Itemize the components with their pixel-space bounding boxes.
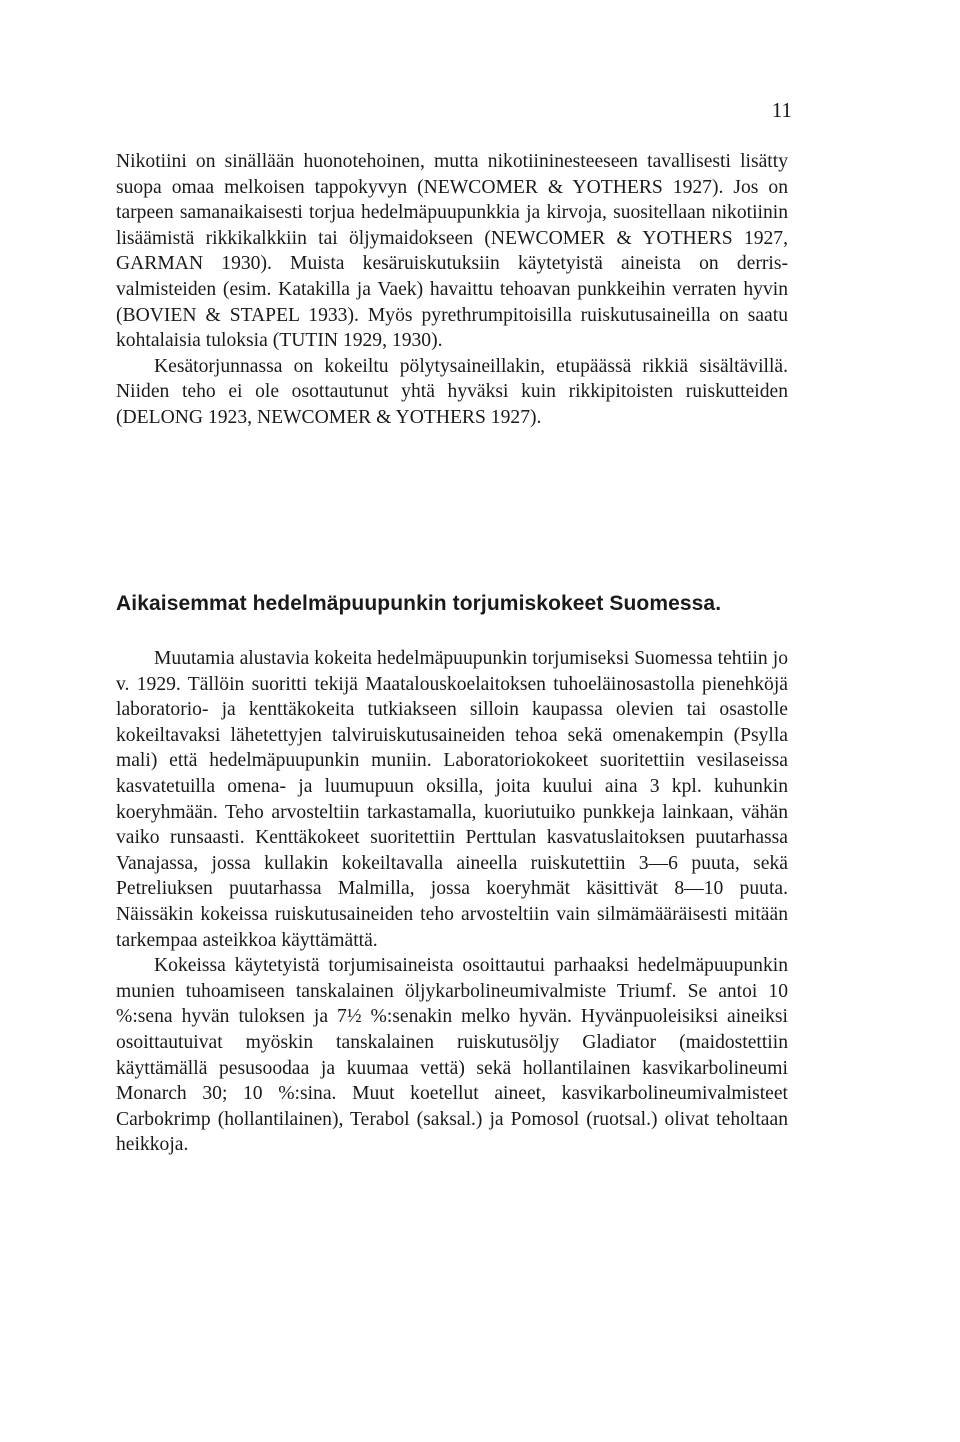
section-paragraph-2: Kokeissa käytetyistä torjumisaineista osoittautui parhaaksi hedelmäpuupunkin munien tuhoamiseen tanskalainen öljykarbolineumivalmiste Triumf. Se antoi 10 %:sena hyvän tuloksen ja 7½ %:senakin melko hyvän. Hyvänpuoleisiksi aineiksi osoittautuivat myöskin tanskalainen ruiskutusöljy Gladiator (maidostettiin käyttämällä pesusoodaa ja kuumaa vettä) sekä hollantilainen kasvikarbolineumi Monarch 30; 10 %:sina. Muut koetellut aineet, kasvikarbolineumivalmisteet Carbokrimp (hollantilainen), Terabol (saksal.) ja Pomosol (ruotsal.) olivat teholtaan heikkoja.: [116, 955, 788, 1156]
intro-text-block: [116, 149, 788, 431]
section-paragraph-1: Muutamia alustavia kokeita hedelmäpuupunkin torjumiseksi Suomessa tehtiin jo v. 1929. Tällöin suoritti tekijä Maatalouskoelaitoksen tuhoeläinosastolla pienehköjä laboratorio- ja kenttäkokeita tutkiakseen silloin kaupassa olevien tai osastolle kokeiltavaksi lähetettyjen talviruiskutusaineiden tehoa sekä omenakempin (Psylla mali) että hedelmäpuupunkin muniin. Laboratoriokokeet suoritettiin vesilaseissa kasvatetuilla omena- ja luumupuun oksilla, joita kuului aina 3 kpl. kuhunkin koeryhmään. Teho arvosteltiin tarkastamalla, kuoriutuiko punkkeja lainkaan, vähän vaiko runsaasti. Kenttäkokeet suoritettiin Perttulan kasvatuslaitoksen puutarhassa Vanajassa, jossa kullakin kokeiltavalla aineella ruiskutettiin 3—6 puuta, sekä Petreliuksen puutarhassa Malmilla, jossa koeryhmät käsittivät 8—10 puuta. Näissäkin kokeissa ruiskutusaineiden teho arvosteltiin vain silmämääräisesti mitään tarkempaa asteikkoa käyttämättä.: [116, 648, 788, 951]
section-text-block: [116, 646, 788, 1158]
intro-paragraph-1: Nikotiini on sinällään huonotehoinen, mutta nikotiininesteeseen tavallisesti lisätty suopa omaa melkoisen tappokyvyn (NEWCOMER & YOTHERS 1927). Jos on tarpeen samanaikaisesti torjua hedelmäpuupunkkia ja kirvoja, suositellaan nikotiinin lisäämistä rikkikalkkiin tai öljymaidokseen (NEWCOMER & YOTHERS 1927, GARMAN 1930). Muista kesäruiskutuksiin käytetyistä aineista on derris-valmisteiden (esim. Katakilla ja Vaek) havaittu tehoavan punkkeihin verraten hyvin (BOVIEN & STAPEL 1933). Myös pyrethrumpitoisilla ruiskutusaineilla on saatu kohtalaisia tuloksia (TUTIN 1929, 1930).: [116, 151, 788, 352]
intro-paragraph-2: Kesätorjunnassa on kokeiltu pölytysaineillakin, etupäässä rikkiä sisältävillä. Niiden teho ei ole osottautunut yhtä hyväksi kuin rikkipitoisten ruiskutteiden (DELONG 1923, NEWCOMER & YOTHERS 1927).: [116, 355, 788, 428]
section-heading: Aikaisemmat hedelmäpuupunkin torjumiskokeet Suomessa.: [116, 592, 722, 615]
page-number: 11: [771, 98, 792, 122]
